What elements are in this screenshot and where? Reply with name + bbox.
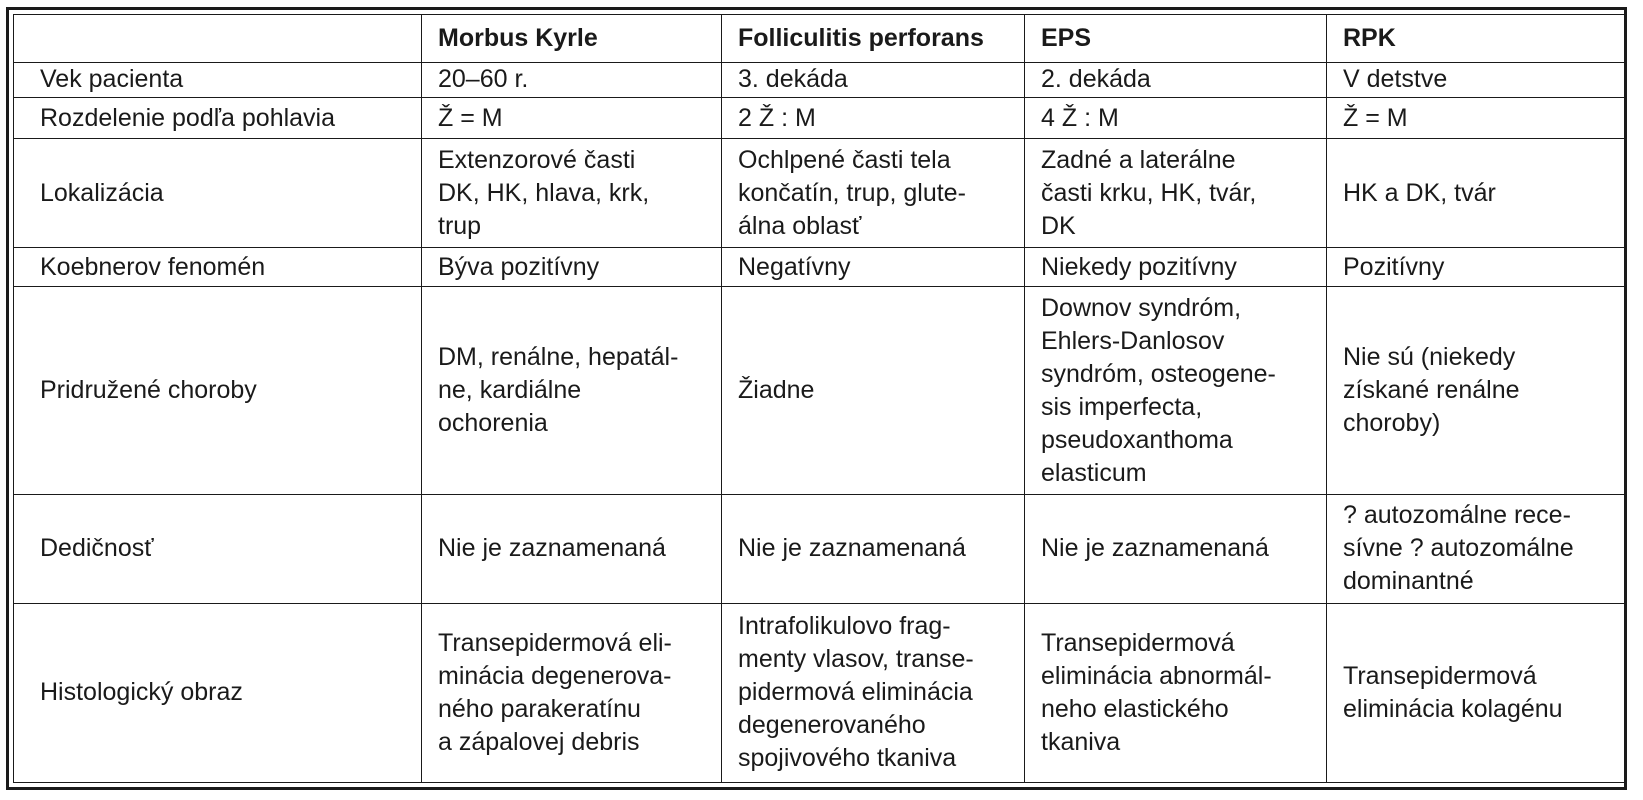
cell-rpk <box>1327 603 1627 782</box>
cell-text-line: tkaniva <box>1041 727 1121 756</box>
cell-text-line: Negatívny <box>738 252 851 281</box>
cell-folliculitis-perforans <box>722 248 1025 287</box>
cell-text-line: získané renálne <box>1343 376 1520 405</box>
cell-text-line: Transepidermová <box>1343 661 1537 690</box>
cell-morbus-kyrle <box>422 494 722 603</box>
cell-text-line: Býva pozitívny <box>438 252 600 281</box>
table-row <box>14 494 1627 603</box>
row-label: Koebnerov fenomén <box>14 248 422 287</box>
cell-text-line: DK <box>1041 211 1076 240</box>
cell-text-line: V detstve <box>1343 65 1448 94</box>
cell-text-line: 2. dekáda <box>1041 65 1151 94</box>
cell-text-line: ochorenia <box>438 409 548 438</box>
row-label: Pridružené choroby <box>14 287 422 495</box>
cell-text-line: Žiadne <box>738 376 815 405</box>
cell-morbus-kyrle <box>422 139 722 248</box>
cell-eps <box>1025 603 1327 782</box>
cell-rpk <box>1327 287 1627 495</box>
column-header-folliculitis-perforans: Folliculitis perforans <box>722 15 1025 63</box>
cell-text-line: 2 Ž : M <box>738 103 816 132</box>
cell-text-line: Ž = M <box>1343 103 1408 132</box>
cell-eps <box>1025 287 1327 495</box>
cell-morbus-kyrle <box>422 603 722 782</box>
cell-text-line: Nie je zaznamenaná <box>738 534 966 563</box>
cell-text-line: menty vlasov, transe- <box>738 645 974 674</box>
cell-text-line: Extenzorové časti <box>438 145 636 174</box>
cell-text-line: Nie sú (niekedy <box>1343 343 1516 372</box>
cell-text-line: trup <box>438 211 482 240</box>
cell-text-line: Downov syndróm, <box>1041 293 1242 322</box>
cell-text-line: HK a DK, tvár <box>1343 178 1496 207</box>
column-header-morbus-kyrle: Morbus Kyrle <box>422 15 722 63</box>
cell-text-line: degenerovaného <box>738 711 926 740</box>
cell-rpk <box>1327 494 1627 603</box>
cell-text-line: Ochlpené časti tela <box>738 145 951 174</box>
row-label: Lokalizácia <box>14 139 422 248</box>
cell-text-line: Nie je zaznamenaná <box>1041 534 1269 563</box>
row-label: Vek pacienta <box>14 63 422 98</box>
cell-text-line: syndróm, osteogene- <box>1041 359 1276 388</box>
cell-text-line: a zápalovej debris <box>438 727 640 756</box>
cell-text-line: elasticum <box>1041 458 1147 487</box>
cell-morbus-kyrle <box>422 97 722 138</box>
cell-folliculitis-perforans <box>722 139 1025 248</box>
table-row <box>14 97 1627 138</box>
cell-eps <box>1025 494 1327 603</box>
column-header-eps: EPS <box>1025 15 1327 63</box>
cell-folliculitis-perforans <box>722 287 1025 495</box>
cell-text-line: Zadné a laterálne <box>1041 145 1236 174</box>
cell-text-line: Pozitívny <box>1343 252 1445 281</box>
cell-eps <box>1025 139 1327 248</box>
cell-text-line: Nie je zaznamenaná <box>438 534 666 563</box>
cell-rpk <box>1327 139 1627 248</box>
cell-rpk <box>1327 97 1627 138</box>
table-row <box>14 139 1627 248</box>
cell-text-line: 4 Ž : M <box>1041 103 1119 132</box>
cell-text-line: časti krku, HK, tvár, <box>1041 178 1257 207</box>
row-label: Rozdelenie podľa pohlavia <box>14 97 422 138</box>
cell-text-line: Transepidermová <box>1041 628 1235 657</box>
cell-rpk <box>1327 63 1627 98</box>
cell-text-line: 3. dekáda <box>738 65 848 94</box>
table-row <box>14 248 1627 287</box>
cell-text-line: eliminácia abnormál- <box>1041 661 1272 690</box>
cell-text-line: končatín, trup, glute- <box>738 178 966 207</box>
cell-folliculitis-perforans <box>722 63 1025 98</box>
cell-text-line: sis imperfecta, <box>1041 392 1203 421</box>
cell-text-line: dominantné <box>1343 567 1474 596</box>
cell-morbus-kyrle <box>422 248 722 287</box>
cell-text-line: minácia degenerova- <box>438 661 672 690</box>
table-body <box>14 63 1627 783</box>
cell-text-line: Intrafolikulovo frag- <box>738 612 951 641</box>
row-label: Dedičnosť <box>14 494 422 603</box>
cell-text-line: sívne ? autozomálne <box>1343 534 1574 563</box>
row-label: Histologický obraz <box>14 603 422 782</box>
column-header-rpk: RPK <box>1327 15 1627 63</box>
cell-eps <box>1025 248 1327 287</box>
cell-text-line: DM, renálne, hepatál- <box>438 343 679 372</box>
cell-text-line: eliminácia kolagénu <box>1343 694 1563 723</box>
cell-text-line: neho elastického <box>1041 694 1229 723</box>
cell-text-line: Ž = M <box>438 103 503 132</box>
table-frame <box>6 7 1627 790</box>
cell-morbus-kyrle <box>422 63 722 98</box>
cell-text-line: álna oblasť <box>738 211 862 240</box>
cell-text-line: DK, HK, hlava, krk, <box>438 178 650 207</box>
cell-text-line: ? autozomálne rece- <box>1343 501 1571 530</box>
corner-cell <box>14 15 422 63</box>
cell-folliculitis-perforans <box>722 494 1025 603</box>
cell-text-line: Niekedy pozitívny <box>1041 252 1237 281</box>
cell-eps <box>1025 63 1327 98</box>
table-row <box>14 287 1627 495</box>
cell-eps <box>1025 97 1327 138</box>
cell-morbus-kyrle <box>422 287 722 495</box>
cell-text-line: pidermová eliminácia <box>738 678 973 707</box>
cell-folliculitis-perforans <box>722 97 1025 138</box>
comparison-table <box>13 14 1627 783</box>
cell-folliculitis-perforans <box>722 603 1025 782</box>
cell-rpk <box>1327 248 1627 287</box>
cell-text-line: spojivového tkaniva <box>738 744 957 773</box>
cell-text-line: 20–60 r. <box>438 65 529 94</box>
cell-text-line: choroby) <box>1343 409 1441 438</box>
header-row <box>14 15 1627 63</box>
cell-text-line: Ehlers-Danlosov <box>1041 326 1225 355</box>
cell-text-line: Transepidermová eli- <box>438 628 672 657</box>
cell-text-line: ne, kardiálne <box>438 376 582 405</box>
cell-text-line: pseudoxanthoma <box>1041 425 1233 454</box>
table-row <box>14 63 1627 98</box>
cell-text-line: ného parakeratínu <box>438 694 641 723</box>
table-row <box>14 603 1627 782</box>
